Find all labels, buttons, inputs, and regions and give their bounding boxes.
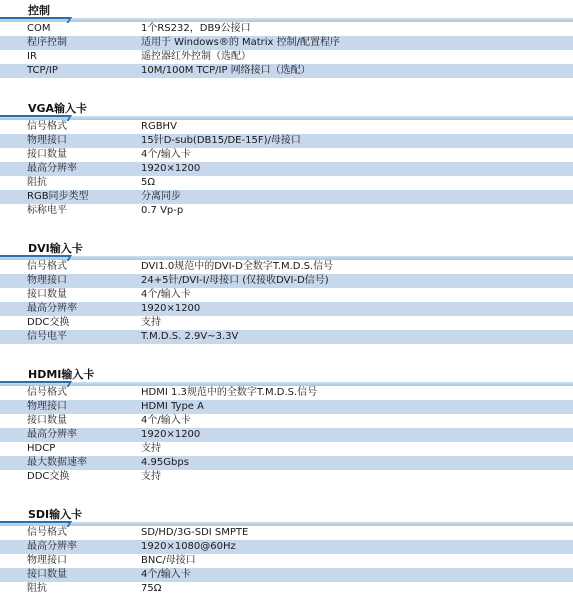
spec-label: 最大数据速率 [27,457,87,468]
section-title: VGA输入卡 [28,102,88,115]
spec-row [0,204,573,218]
spec-row [0,554,573,568]
spec-label: 程序控制 [27,37,67,48]
spec-label: DDC交换 [27,317,70,328]
spec-label: RGB同步类型 [27,191,89,202]
section-title: SDI输入卡 [28,508,83,521]
spec-value: T.M.D.S. 2.9V~3.3V [141,331,239,342]
spec-row [0,316,573,330]
spec-value: 75Ω [141,583,162,594]
spec-value: 5Ω [141,177,156,188]
spec-label: 标称电平 [27,205,67,216]
spec-label: 物理接口 [27,275,67,286]
spec-row [0,120,573,134]
spec-rows [0,386,573,484]
spec-row [0,22,573,36]
spec-row [0,582,573,596]
spec-label: 最高分辨率 [27,429,77,440]
spec-value: 适用于 Windows®的 Matrix 控制/配置程序 [141,37,341,48]
spec-row [0,330,573,344]
spec-label: 接口数量 [27,149,67,160]
spec-label: 最高分辨率 [27,303,77,314]
spec-label: 信号格式 [27,387,67,398]
spec-label: 最高分辨率 [27,163,77,174]
spec-row [0,148,573,162]
spec-rows [0,120,573,218]
spec-row [0,190,573,204]
spec-label: 信号格式 [27,261,67,272]
spec-rows [0,260,573,344]
spec-label: 信号格式 [27,121,67,132]
spec-value: 24+5针/DVI-I/母接口 (仅接收DVI-D信号) [141,275,329,286]
spec-value: DVI1.0规范中的DVI-D全数字T.M.D.S.信号 [141,261,334,272]
spec-label: 阻抗 [27,583,47,594]
spec-value: 4个/输入卡 [141,149,191,160]
section-title: 控制 [28,4,50,17]
spec-row [0,456,573,470]
spec-label: 信号电平 [27,331,67,342]
spec-value: BNC/母接口 [141,555,196,566]
spec-rows [0,526,573,596]
spec-label: DDC交换 [27,471,70,482]
spec-value: 4个/输入卡 [141,569,191,580]
spec-value: SD/HD/3G-SDI SMPTE [141,527,249,538]
spec-label: HDCP [27,443,56,454]
spec-row [0,36,573,50]
spec-row [0,288,573,302]
spec-label: 最高分辨率 [27,541,77,552]
spec-row [0,414,573,428]
spec-row [0,526,573,540]
spec-label: 阻抗 [27,177,47,188]
spec-value: 1个RS232，DB9公接口 [141,23,251,34]
spec-row [0,568,573,582]
spec-row [0,386,573,400]
spec-value: RGBHV [141,121,177,132]
spec-row [0,302,573,316]
spec-value: 4个/输入卡 [141,289,191,300]
spec-rows [0,22,573,78]
section-title: HDMI输入卡 [28,368,95,381]
spec-label: 接口数量 [27,415,67,426]
spec-row [0,540,573,554]
spec-row [0,64,573,78]
spec-value: 0.7 Vp-p [141,205,184,216]
spec-value: HDMI 1.3规范中的全数字T.M.D.S.信号 [141,387,318,398]
spec-label: 物理接口 [27,135,67,146]
spec-label: 物理接口 [27,555,67,566]
spec-value: 15针D-sub(DB15/DE-15F)/母接口 [141,135,301,146]
spec-value: 1920×1200 [141,163,201,174]
spec-value: HDMI Type A [141,401,204,412]
spec-row [0,400,573,414]
spec-row [0,428,573,442]
spec-row [0,176,573,190]
spec-label: 接口数量 [27,289,67,300]
spec-row [0,134,573,148]
section-title: DVI输入卡 [28,242,83,255]
spec-value: 1920×1200 [141,303,201,314]
spec-value: 4.95Gbps [141,457,189,468]
spec-value: 1920×1080@60Hz [141,541,236,552]
spec-value: 支持 [141,317,161,328]
spec-label: COM [27,23,51,34]
spec-label: TCP/IP [27,65,58,76]
spec-row [0,50,573,64]
spec-value: 遥控器红外控制（选配） [141,51,251,62]
spec-value: 支持 [141,471,161,482]
spec-value: 4个/输入卡 [141,415,191,426]
spec-value: 支持 [141,443,161,454]
spec-value: 1920×1200 [141,429,201,440]
spec-row [0,274,573,288]
spec-row [0,260,573,274]
spec-value: 分离同步 [141,191,181,202]
spec-label: 接口数量 [27,569,67,580]
spec-label: IR [27,51,37,62]
spec-row [0,470,573,484]
spec-label: 信号格式 [27,527,67,538]
spec-row [0,442,573,456]
spec-row [0,162,573,176]
spec-label: 物理接口 [27,401,67,412]
spec-value: 10M/100M TCP/IP 网络接口（选配） [141,65,311,76]
